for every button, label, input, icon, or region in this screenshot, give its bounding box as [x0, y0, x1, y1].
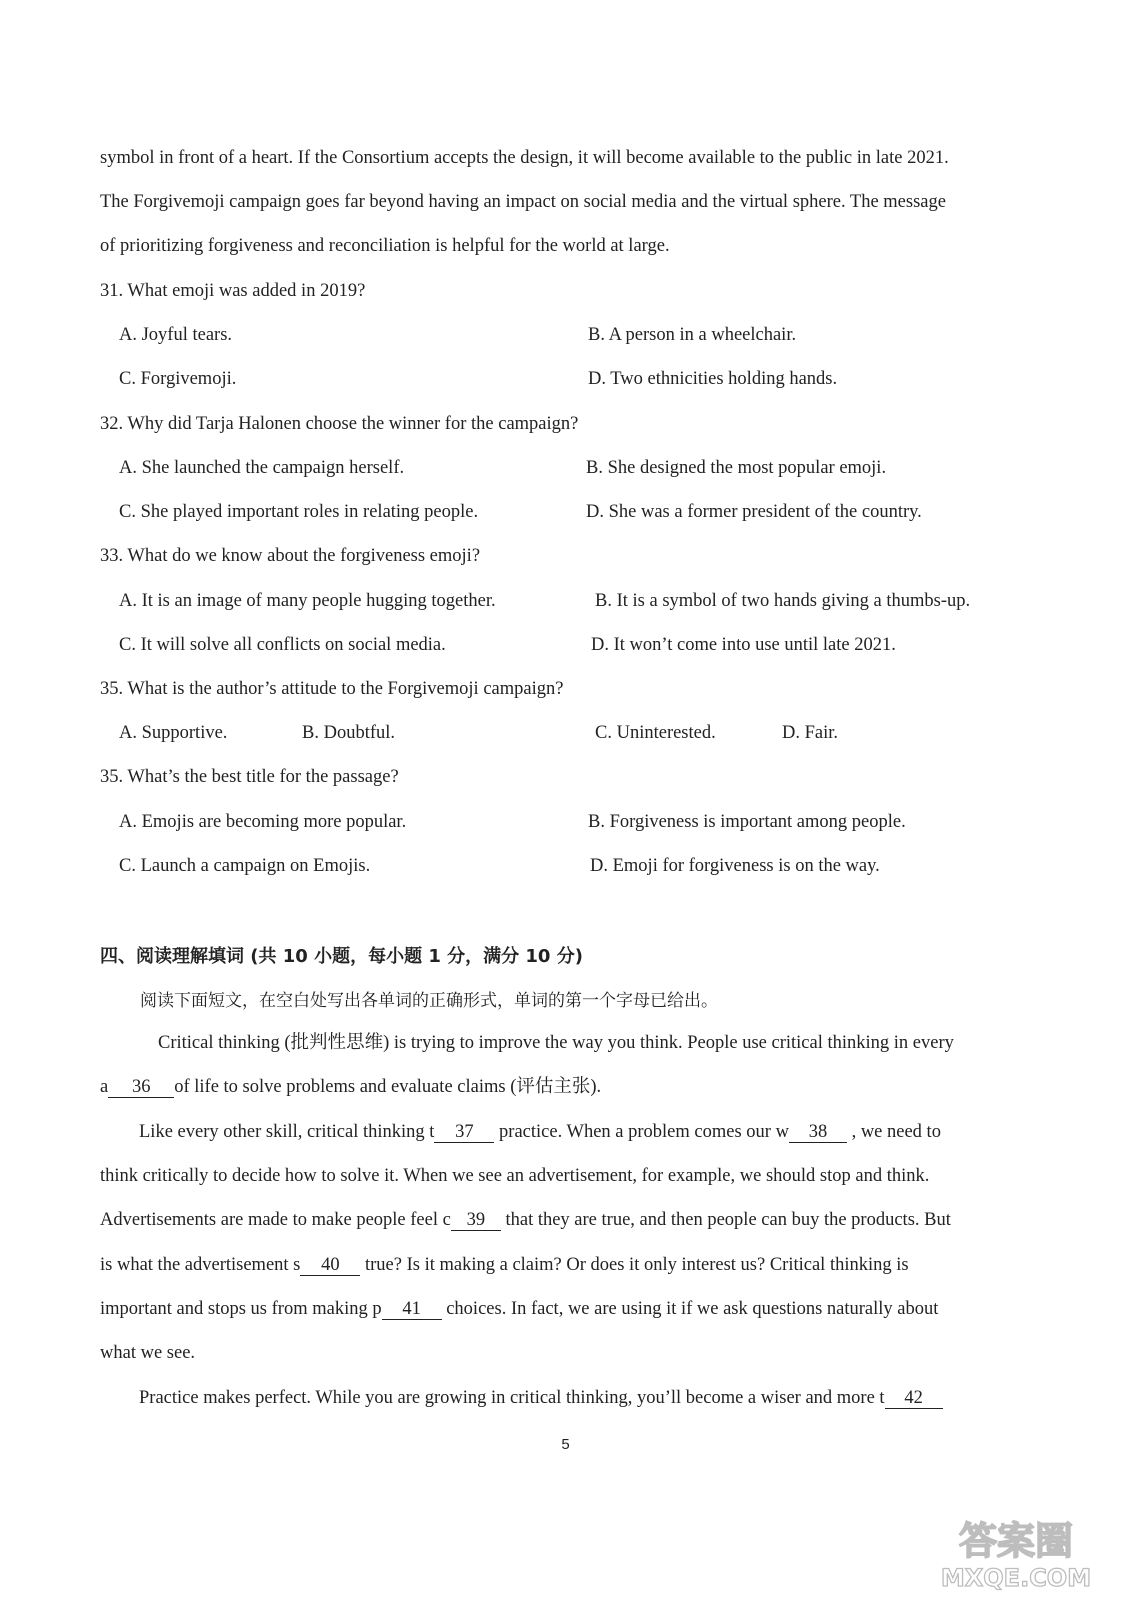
blank-41[interactable]: 41 — [382, 1299, 442, 1320]
cloze-text: that they are true, and then people can buy the products. But — [500, 1210, 951, 1230]
question-33-option-d: D. It won’t come into use until late 2021. — [591, 635, 896, 655]
page-number: 5 — [561, 1436, 570, 1453]
question-35b-option-d: D. Emoji for forgiveness is on the way. — [590, 856, 880, 876]
blank-38[interactable]: 38 — [789, 1122, 847, 1143]
cloze-text: Practice makes perfect. While you are growing in critical thinking, you’ll become a wiser and more t — [139, 1388, 885, 1408]
cloze-text: of life to solve problems and evaluate claims (评估主张). — [174, 1077, 602, 1097]
question-32-stem: 32. Why did Tarja Halonen choose the winner for the campaign? — [100, 414, 579, 434]
cloze-text: true? Is it making a claim? Or does it only interest us? Critical thinking is — [360, 1255, 909, 1275]
cloze-text: is what the advertisement s — [100, 1255, 301, 1275]
cloze-text: choices. In fact, we are using it if we ask questions naturally about — [441, 1299, 939, 1319]
cloze-p2-line-5 — [100, 1297, 938, 1321]
cloze-text: practice. When a problem comes our w — [494, 1122, 789, 1142]
cloze-p2-line-3 — [100, 1208, 951, 1232]
question-32-option-a: A. She launched the campaign herself. — [119, 458, 405, 478]
question-35a-option-a: A. Supportive. — [119, 723, 228, 743]
question-35a-option-b: B. Doubtful. — [302, 723, 396, 743]
cloze-p1-line-2 — [100, 1075, 601, 1099]
passage-line-1: symbol in front of a heart. If the Consortium accepts the design, it will become available to the public in late 2021. — [100, 148, 949, 168]
question-32-option-b: B. She designed the most popular emoji. — [586, 458, 887, 478]
question-35b-stem: 35. What’s the best title for the passage? — [100, 767, 399, 787]
blank-36[interactable]: 36 — [108, 1077, 174, 1098]
watermark-top-text: 答案圈 — [958, 1519, 1074, 1563]
cloze-p2-line-4 — [100, 1253, 909, 1277]
passage-line-2: The Forgivemoji campaign goes far beyond having an impact on social media and the virtual sphere. The message — [100, 192, 946, 212]
question-33-option-b: B. It is a symbol of two hands giving a thumbs-up. — [595, 591, 971, 611]
question-35b-option-a: A. Emojis are becoming more popular. — [119, 812, 407, 832]
question-35a-stem: 35. What is the author’s attitude to the Forgivemoji campaign? — [100, 679, 564, 699]
question-33-stem: 33. What do we know about the forgiveness emoji? — [100, 546, 481, 566]
question-31-option-a: A. Joyful tears. — [119, 325, 233, 345]
cloze-text: Like every other skill, critical thinking t — [139, 1122, 435, 1142]
section-4-instruction: 阅读下面短文，在空白处写出各单词的正确形式，单词的第一个字母已给出。 — [140, 991, 718, 1011]
cloze-p3-line-1 — [139, 1386, 943, 1410]
question-32-option-d: D. She was a former president of the country. — [586, 502, 922, 522]
cloze-p2-line-2: think critically to decide how to solve it. When we see an advertisement, for example, we should stop and think. — [100, 1166, 930, 1186]
question-31-option-b: B. A person in a wheelchair. — [588, 325, 797, 345]
passage-line-3: of prioritizing forgiveness and reconciliation is helpful for the world at large. — [100, 236, 670, 256]
question-35a-option-d: D. Fair. — [782, 723, 839, 743]
cloze-text: important and stops us from making p — [100, 1299, 382, 1319]
cloze-text: a — [100, 1077, 109, 1097]
watermark-bottom-text: MXQE.COM — [940, 1564, 1092, 1592]
blank-40[interactable]: 40 — [300, 1255, 360, 1276]
question-33-option-c: C. It will solve all conflicts on social media. — [119, 635, 446, 655]
blank-39[interactable]: 39 — [451, 1210, 501, 1231]
cloze-text: Advertisements are made to make people feel c — [100, 1210, 451, 1230]
question-32-option-c: C. She played important roles in relating people. — [119, 502, 479, 522]
question-31-stem: 31. What emoji was added in 2019? — [100, 281, 366, 301]
watermark-logo — [921, 1512, 1111, 1592]
question-31-option-d: D. Two ethnicities holding hands. — [588, 369, 838, 389]
blank-42[interactable]: 42 — [885, 1388, 943, 1409]
question-35a-option-c: C. Uninterested. — [595, 723, 716, 743]
section-4-heading: 四、阅读理解填词 (共 10 小题，每小题 1 分，满分 10 分) — [100, 946, 583, 967]
question-35b-option-c: C. Launch a campaign on Emojis. — [119, 856, 371, 876]
question-33-option-a: A. It is an image of many people hugging together. — [119, 591, 496, 611]
cloze-p2-line-1 — [139, 1120, 941, 1144]
blank-37[interactable]: 37 — [434, 1122, 494, 1143]
cloze-p1-line-1: Critical thinking (批判性思维) is trying to improve the way you think. People use critical thinking in every — [158, 1033, 954, 1053]
cloze-text: , we need to — [846, 1122, 941, 1142]
question-35b-option-b: B. Forgiveness is important among people. — [588, 812, 906, 832]
question-31-option-c: C. Forgivemoji. — [119, 369, 237, 389]
cloze-p2-line-6: what we see. — [100, 1343, 196, 1363]
